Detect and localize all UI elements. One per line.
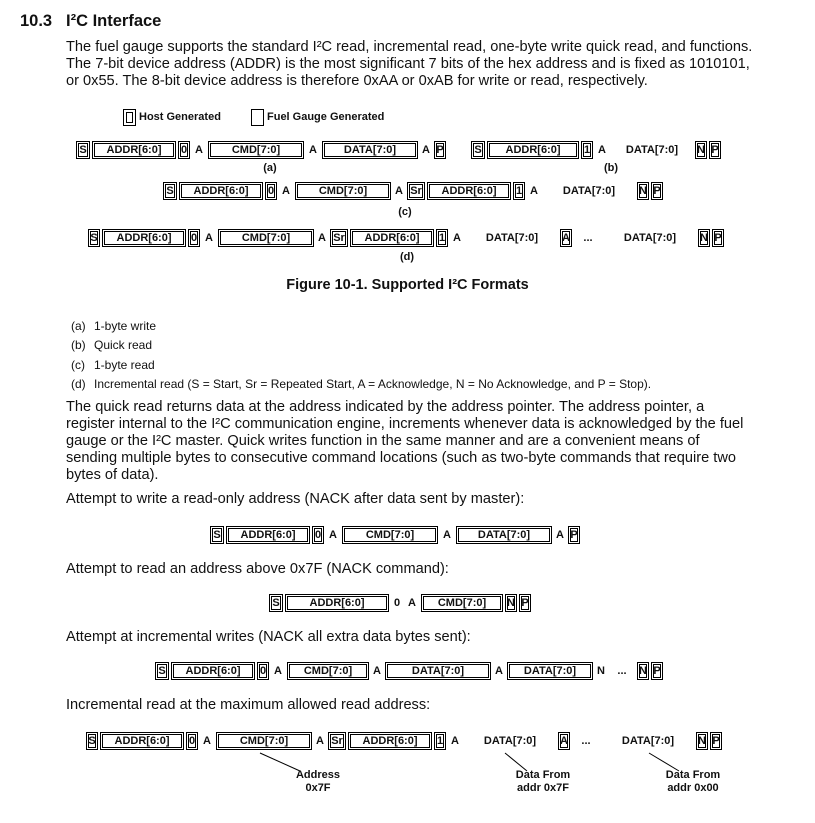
- protocol-field: A: [203, 735, 211, 747]
- quick-line: sending multiple bytes to consecutive command locations (such as two-byte commands that require two: [66, 450, 737, 466]
- protocol-field: N: [637, 662, 649, 680]
- protocol-field: DATA[7:0]: [483, 735, 537, 747]
- protocol-field: CMD[7:0]: [208, 141, 304, 159]
- list-item: (b) Quick read: [71, 338, 153, 353]
- protocol-field: 0: [186, 732, 198, 750]
- above-text: Attempt to read an address above 0x7F (NACK command):: [66, 561, 449, 577]
- figure-caption: Figure 10-1. Supported I²C Formats: [286, 277, 529, 293]
- protocol-field: ADDR[6:0]: [102, 229, 186, 247]
- incwrite-text: Attempt at incremental writes (NACK all extra data bytes sent):: [66, 629, 471, 645]
- quick-line: register internal to the I²C communication engine, increments whenever data is acknowledged by the fuel: [66, 416, 744, 432]
- protocol-field: S: [76, 141, 90, 159]
- label-b: (b): [603, 162, 619, 174]
- protocol-field: A: [558, 732, 570, 750]
- list-item: (a) 1-byte write: [71, 319, 157, 333]
- protocol-field: A: [205, 232, 213, 244]
- protocol-field: CMD[7:0]: [216, 732, 312, 750]
- protocol-field: DATA[7:0]: [621, 735, 675, 747]
- protocol-field: N: [698, 229, 710, 247]
- protocol-field: 1: [434, 732, 446, 750]
- protocol-field: A: [318, 232, 326, 244]
- protocol-field: 0: [257, 662, 269, 680]
- protocol-field: A: [309, 144, 317, 156]
- protocol-field: CMD[7:0]: [342, 526, 438, 544]
- protocol-field: Sr: [328, 732, 346, 750]
- protocol-field: A: [530, 185, 538, 197]
- label-d: (d): [399, 251, 415, 263]
- protocol-field: S: [210, 526, 224, 544]
- section-number: 10.3: [20, 12, 53, 30]
- protocol-field: 0: [265, 182, 277, 200]
- protocol-field: P: [568, 526, 580, 544]
- protocol-field: A: [495, 665, 503, 677]
- intro-line: The fuel gauge supports the standard I²C read, incremental read, one-byte write quick read, and functions.: [66, 39, 753, 55]
- protocol-field: A: [395, 185, 403, 197]
- intro-line: The 7-bit device address (ADDR) is the most significant 7 bits of the hex address and is fixed as 1010101,: [66, 56, 750, 72]
- protocol-field: S: [88, 229, 100, 247]
- protocol-field: DATA[7:0]: [456, 526, 552, 544]
- protocol-field: DATA[7:0]: [385, 662, 491, 680]
- protocol-field: CMD[7:0]: [421, 594, 503, 612]
- protocol-field: CMD[7:0]: [218, 229, 314, 247]
- protocol-field: ADDR[6:0]: [226, 526, 310, 544]
- protocol-field: ADDR[6:0]: [179, 182, 263, 200]
- protocol-field: A: [274, 665, 282, 677]
- readonly-text: Attempt to write a read-only address (NACK after data sent by master):: [66, 491, 525, 507]
- legend-host-label: Host Generated: [139, 111, 221, 123]
- protocol-field: A: [453, 232, 461, 244]
- protocol-field: N: [597, 665, 605, 677]
- protocol-field: P: [651, 662, 663, 680]
- protocol-field: A: [282, 185, 290, 197]
- protocol-field: N: [637, 182, 649, 200]
- legend-fuel-label: Fuel Gauge Generated: [267, 111, 385, 123]
- protocol-field: 1: [513, 182, 525, 200]
- protocol-field: DATA[7:0]: [625, 144, 679, 156]
- protocol-field: A: [556, 529, 564, 541]
- protocol-field: S: [155, 662, 169, 680]
- label-c: (c): [398, 206, 412, 218]
- quick-line: gauge or the I²C master. Quick writes function in the same manner and are a convenient means of: [66, 433, 700, 449]
- protocol-field: 1: [581, 141, 593, 159]
- protocol-field: A: [598, 144, 606, 156]
- protocol-field: CMD[7:0]: [287, 662, 369, 680]
- protocol-field: 0: [312, 526, 324, 544]
- ellipsis-field: ...: [583, 232, 593, 244]
- protocol-field: N: [505, 594, 517, 612]
- protocol-field: ADDR[6:0]: [427, 182, 511, 200]
- protocol-field: A: [316, 735, 324, 747]
- protocol-field: 0: [178, 141, 190, 159]
- protocol-field: P: [712, 229, 724, 247]
- quick-line: The quick read returns data at the address indicated by the address pointer. The address pointer, a: [66, 399, 705, 415]
- protocol-field: ADDR[6:0]: [348, 732, 432, 750]
- note-data-from-00: Data From addr 0x00: [665, 769, 721, 794]
- protocol-field: Sr: [407, 182, 425, 200]
- protocol-field: A: [560, 229, 572, 247]
- protocol-field: A: [451, 735, 459, 747]
- protocol-field: N: [696, 732, 708, 750]
- protocol-field: DATA[7:0]: [507, 662, 593, 680]
- protocol-field: 1: [436, 229, 448, 247]
- protocol-field: P: [519, 594, 531, 612]
- protocol-field: DATA[7:0]: [485, 232, 539, 244]
- note-data-from-7f: Data From addr 0x7F: [515, 769, 571, 794]
- protocol-field: A: [195, 144, 203, 156]
- protocol-field: P: [710, 732, 722, 750]
- protocol-field: P: [709, 141, 721, 159]
- protocol-field: A: [422, 144, 430, 156]
- protocol-field: ADDR[6:0]: [171, 662, 255, 680]
- protocol-field: DATA[7:0]: [322, 141, 418, 159]
- protocol-field: ADDR[6:0]: [350, 229, 434, 247]
- protocol-field: DATA[7:0]: [623, 232, 677, 244]
- quick-line: bytes of data).: [66, 467, 159, 483]
- protocol-field: CMD[7:0]: [295, 182, 391, 200]
- ellipsis-field: ...: [617, 665, 627, 677]
- list-item: (c) 1-byte read: [71, 357, 155, 372]
- label-a: (a): [263, 162, 277, 174]
- protocol-field: ADDR[6:0]: [285, 594, 389, 612]
- protocol-field: S: [471, 141, 485, 159]
- protocol-field: A: [408, 597, 416, 609]
- protocol-field: P: [651, 182, 663, 200]
- intro-line: or 0x55. The 8-bit device address is therefore 0xAA or 0xAB for write or read, respectively.: [66, 73, 648, 89]
- protocol-field: S: [86, 732, 98, 750]
- protocol-field: A: [443, 529, 451, 541]
- protocol-field: S: [269, 594, 283, 612]
- list-item: (d) Incremental read (S = Start, Sr = Repeated Start, A = Acknowledge, N = No Acknowledge, and P = Stop).: [71, 376, 652, 391]
- note-address: Address 0x7F: [295, 769, 341, 794]
- protocol-field: S: [163, 182, 177, 200]
- section-title: I²C Interface: [66, 12, 162, 30]
- ellipsis-field: ...: [581, 735, 591, 747]
- protocol-field: DATA[7:0]: [562, 185, 616, 197]
- protocol-field: Sr: [330, 229, 348, 247]
- protocol-field: N: [695, 141, 707, 159]
- protocol-field: A: [373, 665, 381, 677]
- protocol-field: ADDR[6:0]: [487, 141, 579, 159]
- protocol-field: ADDR[6:0]: [92, 141, 176, 159]
- protocol-field: P: [434, 141, 446, 159]
- protocol-field: ADDR[6:0]: [100, 732, 184, 750]
- protocol-field: 0: [188, 229, 200, 247]
- incread-text: Incremental read at the maximum allowed read address:: [66, 697, 431, 713]
- protocol-field: 0: [393, 597, 401, 609]
- protocol-field: A: [329, 529, 337, 541]
